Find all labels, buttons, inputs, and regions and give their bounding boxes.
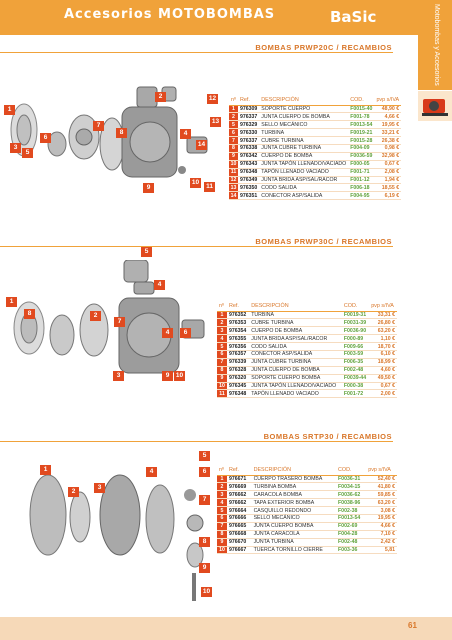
cell-code: F0036-90 bbox=[342, 327, 369, 335]
cell-number: 4 bbox=[217, 335, 227, 343]
cell-code: F0031-39 bbox=[342, 319, 369, 327]
cell-price: 2,08 € bbox=[374, 168, 401, 176]
cell-price: 63,20 € bbox=[366, 499, 397, 507]
col-desc: DESCRIPCIÓN bbox=[249, 302, 342, 311]
callout-9: 9 bbox=[199, 563, 210, 573]
cell-code: F0013-54 bbox=[336, 514, 366, 522]
table-body-0 bbox=[229, 105, 401, 200]
cell-reference: 976662 bbox=[227, 491, 252, 499]
cell-number: 8 bbox=[217, 530, 227, 538]
callout-4b: 4 bbox=[162, 328, 173, 338]
col-ref: Ref. bbox=[227, 302, 249, 311]
callout-8: 8 bbox=[199, 537, 210, 547]
cell-number: 2 bbox=[217, 319, 227, 327]
pump-thumbnail bbox=[418, 91, 452, 121]
cell-code: F0019-31 bbox=[342, 311, 369, 319]
cell-code: F002-38 bbox=[336, 507, 366, 515]
table-row bbox=[217, 514, 397, 522]
cell-number: 6 bbox=[217, 514, 227, 522]
cell-code: F000-89 bbox=[342, 335, 369, 343]
pump-parts-diagram bbox=[20, 455, 220, 605]
cell-number: 13 bbox=[230, 184, 237, 191]
brand-logo bbox=[327, 4, 385, 28]
callout-12: 12 bbox=[208, 95, 217, 102]
cell-number: 10 bbox=[230, 161, 237, 168]
cell-code: F002-48 bbox=[342, 366, 369, 374]
callout-4: 4 bbox=[146, 467, 157, 477]
cell-reference: 976667 bbox=[227, 546, 252, 554]
cell-price: 3,08 € bbox=[366, 507, 397, 515]
cell-reference: 976320 bbox=[227, 374, 249, 382]
cell-price: 18,55 € bbox=[374, 184, 401, 192]
table-row bbox=[229, 144, 401, 152]
cell-code: F0015-40 bbox=[350, 105, 373, 112]
cell-description: SOPORTE CUERPO BOMBA bbox=[249, 374, 342, 382]
callout-7: 7 bbox=[93, 121, 104, 131]
cell-reference: 976670 bbox=[227, 538, 252, 546]
cell-description: CUERPO DE BOMBA bbox=[259, 152, 348, 160]
exploded-diagram-prwp30c bbox=[4, 260, 214, 380]
cell-description: JUNTA TURBINA bbox=[252, 538, 336, 546]
cell-description: CODO SALIDA bbox=[259, 184, 348, 192]
cell-price: 59,85 € bbox=[366, 491, 397, 499]
cell-price: 4,60 € bbox=[369, 366, 397, 374]
table-row bbox=[229, 105, 401, 113]
cell-description: JUNTA TAPÓN LLENADO/VACIADO bbox=[261, 161, 347, 168]
table-row bbox=[217, 475, 397, 483]
section-title-prwp20c: BOMBAS PRWP20C / RECAMBIOS bbox=[255, 43, 392, 52]
side-label: Motobombas y Accesorios bbox=[433, 4, 440, 86]
table-row bbox=[229, 152, 401, 160]
callout-5: 5 bbox=[141, 247, 152, 257]
exploded-diagram-prwp20c bbox=[2, 82, 212, 197]
cell-reference: 976665 bbox=[227, 522, 252, 530]
cell-number: 8 bbox=[217, 366, 227, 374]
table-row bbox=[217, 546, 397, 554]
cell-reference: 976668 bbox=[227, 530, 252, 538]
cell-description: TUERCA TORNILLO CIERRE bbox=[252, 546, 336, 554]
cell-reference: 976338 bbox=[239, 145, 258, 152]
cell-description: JUNTA CUERPO BOMBA bbox=[252, 522, 336, 530]
callout-5: 5 bbox=[22, 148, 33, 158]
table-row bbox=[217, 335, 397, 343]
cell-price: 26,80 € bbox=[369, 319, 397, 327]
cell-description: JUNTA CUBRE TURBINA bbox=[259, 144, 348, 152]
callout-3: 3 bbox=[94, 483, 105, 493]
col-cod: COD. bbox=[336, 466, 366, 475]
table-row bbox=[217, 374, 397, 382]
cell-description: JUNTA CUERPO DE BOMBA bbox=[259, 113, 348, 121]
cell-price: 6,19 € bbox=[374, 192, 401, 200]
cell-code: F003-36 bbox=[336, 546, 366, 554]
cell-code: F0036-31 bbox=[336, 475, 366, 483]
col-price: pvp s/IVA bbox=[376, 97, 400, 104]
cell-description: JUNTA CUBRE TURBINA bbox=[249, 358, 342, 366]
table-row bbox=[229, 168, 401, 176]
table-row bbox=[217, 327, 397, 335]
table-row bbox=[229, 113, 401, 121]
callout-7: 7 bbox=[199, 495, 210, 505]
cell-price: 48,90 € bbox=[374, 105, 401, 113]
cell-code: F000-38 bbox=[342, 382, 369, 390]
page-number: 61 bbox=[408, 621, 417, 630]
cell-price: 5,81 bbox=[366, 546, 397, 554]
section-divider bbox=[0, 246, 393, 247]
callout-4: 4 bbox=[180, 129, 191, 139]
table-row bbox=[217, 311, 397, 319]
table-row bbox=[217, 390, 397, 398]
cell-number: 3 bbox=[217, 491, 227, 499]
callout-9: 9 bbox=[143, 183, 154, 193]
cell-reference: 976337 bbox=[239, 137, 258, 144]
table-body-1 bbox=[217, 311, 397, 398]
cell-code: F003-59 bbox=[342, 350, 369, 358]
cell-code: F001-78 bbox=[348, 113, 374, 121]
callout-6: 6 bbox=[40, 133, 51, 143]
cell-description: CUERPO TRASERO BOMBA bbox=[252, 475, 336, 483]
cell-number: 10 bbox=[217, 546, 227, 554]
cell-reference: 976662 bbox=[227, 499, 252, 507]
cell-price: 0,67 € bbox=[374, 160, 401, 168]
cell-description: TAPÓN LLENADO VACIADO bbox=[249, 390, 342, 398]
cell-number: 1 bbox=[229, 105, 238, 113]
callout-2: 2 bbox=[90, 311, 101, 321]
parts-table-srtp30 bbox=[217, 466, 397, 554]
cell-price: 18,70 € bbox=[369, 343, 397, 351]
cell-price: 1,10 € bbox=[369, 335, 397, 343]
callout-3: 3 bbox=[10, 143, 21, 153]
cell-description: CUBRE TURBINA bbox=[259, 137, 348, 145]
table-row bbox=[229, 176, 401, 184]
cell-description: JUNTA TAPÓN LLENADO/VACIADO bbox=[249, 382, 342, 390]
col-desc: DESCRIPCIÓN bbox=[259, 96, 348, 105]
cell-code: F0038-96 bbox=[336, 499, 366, 507]
table-header bbox=[217, 302, 397, 311]
table-row bbox=[217, 507, 397, 515]
cell-number: 9 bbox=[217, 374, 227, 382]
logo-text: BaSic bbox=[330, 8, 377, 26]
cell-number: 14 bbox=[230, 192, 237, 199]
parts-table-prwp30c bbox=[217, 302, 397, 398]
logo-icon bbox=[327, 4, 385, 28]
cell-price: 2,00 € bbox=[369, 390, 397, 398]
cell-number: 5 bbox=[217, 343, 227, 351]
cell-reference: 976666 bbox=[227, 514, 252, 522]
cell-code: F0036-59 bbox=[350, 153, 373, 160]
cell-price: 4,66 € bbox=[374, 113, 401, 121]
cell-price: 41,80 € bbox=[366, 483, 397, 491]
cell-reference: 976357 bbox=[227, 350, 249, 358]
table-row bbox=[217, 530, 397, 538]
cell-reference: 976309 bbox=[239, 105, 258, 112]
callout-8: 8 bbox=[116, 128, 127, 138]
cell-number: 12 bbox=[230, 176, 237, 183]
cell-description: SOPORTE CUERPO bbox=[259, 105, 348, 113]
cell-description: CONECTOR ASP/SALIDA bbox=[249, 350, 342, 358]
callout-1: 1 bbox=[40, 465, 51, 475]
cell-description: TURBINA BOMBA bbox=[252, 483, 336, 491]
table-row bbox=[217, 343, 397, 351]
cell-price: 19,95 € bbox=[374, 121, 401, 129]
callout-4: 4 bbox=[154, 280, 165, 290]
table-row bbox=[229, 129, 401, 137]
cell-code: F001-72 bbox=[342, 390, 369, 398]
callout-5: 5 bbox=[199, 451, 210, 461]
cell-reference: 976349 bbox=[239, 176, 258, 183]
table-body-2 bbox=[217, 475, 397, 554]
cell-price: 32,98 € bbox=[374, 152, 401, 160]
cell-number: 9 bbox=[217, 538, 227, 546]
cell-reference: 976352 bbox=[227, 311, 249, 319]
cell-code: F0039-44 bbox=[342, 374, 369, 382]
cell-price: 33,21 € bbox=[374, 129, 401, 137]
callout-10: 10 bbox=[202, 588, 211, 595]
cell-code: F004-09 bbox=[348, 144, 374, 152]
cell-number: 2 bbox=[217, 483, 227, 491]
cell-price: 19,95 € bbox=[366, 514, 397, 522]
col-ref: Ref. bbox=[238, 96, 259, 105]
col-price: pvp s/IVA bbox=[369, 302, 397, 311]
table-row bbox=[229, 160, 401, 168]
cell-price: 4,66 € bbox=[366, 522, 397, 530]
table-row bbox=[217, 522, 397, 530]
section-title-prwp30c: BOMBAS PRWP30C / RECAMBIOS bbox=[255, 237, 392, 246]
table-row bbox=[217, 499, 397, 507]
col-n: nº bbox=[231, 97, 236, 104]
pump-parts-diagram bbox=[2, 82, 212, 197]
table-header bbox=[217, 466, 397, 475]
cell-code: F006-18 bbox=[348, 184, 374, 192]
callout-1: 1 bbox=[6, 297, 17, 307]
table-row bbox=[229, 192, 401, 200]
cell-price: 0,67 € bbox=[369, 382, 397, 390]
cell-number: 6 bbox=[217, 350, 227, 358]
cell-code: F001-71 bbox=[348, 168, 374, 176]
table-row bbox=[217, 319, 397, 327]
cell-number: 10 bbox=[217, 382, 227, 390]
cell-reference: 976337 bbox=[239, 113, 258, 120]
page-title: Accesorios MOTOBOMBAS bbox=[64, 7, 276, 22]
cell-reference: 976328 bbox=[227, 366, 249, 374]
table-row bbox=[217, 538, 397, 546]
cell-reference: 976348 bbox=[239, 169, 258, 176]
callout-10: 10 bbox=[191, 179, 200, 186]
cell-number: 7 bbox=[217, 522, 227, 530]
cell-description: CUERPO DE BOMBA bbox=[249, 327, 342, 335]
cell-price: 2,42 € bbox=[366, 538, 397, 546]
cell-reference: 976351 bbox=[239, 192, 258, 199]
callout-10: 9 bbox=[162, 371, 173, 381]
callout-8: 8 bbox=[24, 309, 35, 319]
callout-13: 13 bbox=[211, 118, 220, 125]
cell-number: 1 bbox=[217, 311, 227, 319]
cell-description: JUNTA BRIDA ASP/SAL/RACOR bbox=[249, 335, 342, 343]
callout-7: 7 bbox=[114, 317, 125, 327]
col-cod: COD. bbox=[342, 302, 369, 311]
cell-reference: 976671 bbox=[227, 475, 252, 483]
table-row bbox=[217, 366, 397, 374]
callout-2: 2 bbox=[68, 487, 79, 497]
cell-code: F0015-28 bbox=[350, 137, 373, 144]
cell-price: 26,38 € bbox=[374, 137, 401, 145]
cell-price: 49,50 € bbox=[369, 374, 397, 382]
cell-price: 63,20 € bbox=[369, 327, 397, 335]
table-row bbox=[217, 382, 397, 390]
col-n: nº bbox=[217, 466, 227, 475]
section-divider bbox=[0, 52, 393, 53]
cell-reference: 976343 bbox=[239, 161, 258, 168]
pump-parts-diagram bbox=[4, 260, 214, 380]
section-divider bbox=[0, 441, 393, 442]
callout-3: 3 bbox=[113, 371, 124, 381]
table-header bbox=[229, 96, 401, 105]
cell-number: 11 bbox=[217, 390, 227, 398]
cell-price: 33,31 € bbox=[369, 311, 397, 319]
cell-reference: 976342 bbox=[239, 153, 258, 160]
cell-description: SELLO MECÁNICO bbox=[259, 121, 348, 129]
cell-description: JUNTA CUERPO DE BOMBA bbox=[249, 366, 342, 374]
table-row bbox=[217, 491, 397, 499]
cell-price: 0,98 € bbox=[374, 144, 401, 152]
cell-description: TAPA EXTERIOR BOMBA bbox=[252, 499, 336, 507]
cell-description: JUNTA CARACOLA bbox=[252, 530, 336, 538]
cell-description: CODO SALIDA bbox=[249, 343, 342, 351]
cell-price: 18,99 € bbox=[369, 358, 397, 366]
table-row bbox=[217, 350, 397, 358]
col-desc: DESCRIPCIÓN bbox=[252, 466, 336, 475]
cell-reference: 976664 bbox=[227, 507, 252, 515]
col-price: pvp s/IVA bbox=[366, 466, 397, 475]
cell-reference: 976345 bbox=[227, 382, 249, 390]
cell-price: 1,94 € bbox=[374, 176, 401, 184]
cell-code: F006-35 bbox=[342, 358, 369, 366]
callout-11: 10 bbox=[175, 372, 184, 379]
cell-reference: 976669 bbox=[227, 483, 252, 491]
cell-code: F0036-62 bbox=[336, 491, 366, 499]
cell-price: 52,40 € bbox=[366, 475, 397, 483]
cell-price: 7,10 € bbox=[366, 530, 397, 538]
callout-6: 6 bbox=[199, 467, 210, 477]
cell-number: 11 bbox=[230, 169, 237, 176]
cell-reference: 976348 bbox=[227, 390, 249, 398]
callout-1: 1 bbox=[4, 105, 15, 115]
cell-number: 5 bbox=[217, 507, 227, 515]
cell-code: F002-48 bbox=[336, 538, 366, 546]
cell-number: 9 bbox=[229, 152, 238, 160]
table-row bbox=[229, 137, 401, 145]
cell-number: 7 bbox=[217, 358, 227, 366]
col-n: nº bbox=[217, 302, 227, 311]
cell-code: F009-66 bbox=[342, 343, 369, 351]
cell-code: F000-05 bbox=[348, 160, 374, 168]
callout-2: 2 bbox=[155, 92, 166, 102]
cell-description: TAPÓN LLENADO VACIADO bbox=[259, 168, 348, 176]
cell-number: 3 bbox=[217, 327, 227, 335]
cell-reference: 976350 bbox=[239, 184, 258, 191]
cell-price: 6,10 € bbox=[369, 350, 397, 358]
parts-table-prwp20c bbox=[229, 96, 401, 200]
col-cod: COD. bbox=[348, 96, 374, 105]
cell-description: CUBRE TURBINA bbox=[249, 319, 342, 327]
exploded-diagram-srtp30 bbox=[20, 455, 220, 605]
cell-reference: 976339 bbox=[227, 358, 249, 366]
cell-number: 5 bbox=[229, 121, 238, 129]
table-row bbox=[229, 121, 401, 129]
table-row bbox=[217, 483, 397, 491]
cell-description: CARACOLA BOMBA bbox=[252, 491, 336, 499]
cell-reference: 976330 bbox=[239, 129, 258, 136]
col-ref: Ref. bbox=[227, 466, 252, 475]
cell-description: JUNTA BRIDA ASP/SAL/RACOR bbox=[259, 176, 348, 184]
cell-code: F0034-15 bbox=[336, 483, 366, 491]
callout-14: 14 bbox=[197, 141, 206, 148]
cell-number: 7 bbox=[229, 137, 238, 145]
cell-number: 1 bbox=[217, 475, 227, 483]
cell-description: TURBINA bbox=[259, 129, 348, 137]
cell-description: SELLO MECÁNICO bbox=[252, 514, 336, 522]
section-title-srtp30: BOMBAS SRTP30 / RECAMBIOS bbox=[263, 432, 392, 441]
footer-band bbox=[0, 617, 452, 640]
cell-number: 2 bbox=[229, 113, 238, 121]
cell-reference: 976329 bbox=[239, 121, 258, 128]
table-row bbox=[229, 184, 401, 192]
cell-number: 6 bbox=[229, 129, 238, 137]
cell-code: F001-12 bbox=[348, 176, 374, 184]
cell-number: 8 bbox=[229, 144, 238, 152]
cell-number: 4 bbox=[217, 499, 227, 507]
callout-11: 11 bbox=[204, 182, 215, 192]
cell-code: F004-95 bbox=[348, 192, 374, 200]
cell-reference: 976355 bbox=[227, 335, 249, 343]
cell-code: F004-28 bbox=[336, 530, 366, 538]
table-row bbox=[217, 358, 397, 366]
cell-reference: 976353 bbox=[227, 319, 249, 327]
cell-code: F0019-21 bbox=[350, 129, 373, 136]
cell-reference: 976354 bbox=[227, 327, 249, 335]
cell-code: F002-69 bbox=[336, 522, 366, 530]
cell-description: CASQUILLO REDONDO bbox=[252, 507, 336, 515]
cell-code: F0013-54 bbox=[350, 121, 373, 128]
cell-description: CONECTOR ASP/SALIDA bbox=[259, 192, 348, 200]
cell-description: TURBINA bbox=[249, 311, 342, 319]
callout-6: 6 bbox=[180, 328, 191, 338]
cell-reference: 976356 bbox=[227, 343, 249, 351]
